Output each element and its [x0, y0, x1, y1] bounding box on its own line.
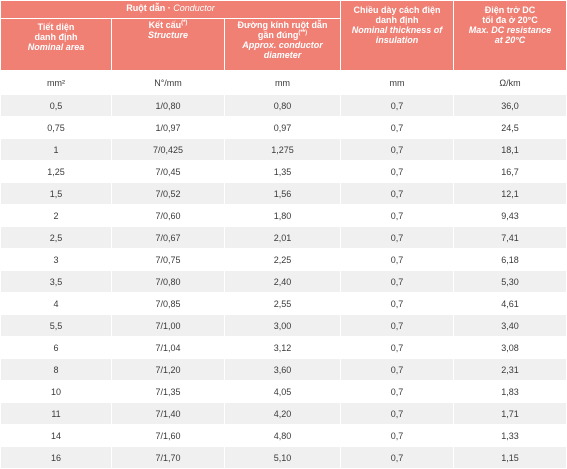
diameter-cell: 3,00: [225, 315, 341, 337]
cross-section-cell: 14: [1, 425, 112, 447]
insulation-cell: 0,7: [341, 227, 454, 249]
table-header: [1, 1, 567, 71]
diameter-cell: 3,60: [225, 359, 341, 381]
resistance-cell: 1,71: [454, 403, 567, 425]
structure-cell: 7/0,425: [112, 139, 225, 161]
insulation-cell: 0,7: [341, 381, 454, 403]
cross-section-cell: 1,5: [1, 183, 112, 205]
insulation-cell: 0,7: [341, 425, 454, 447]
resistance-cell: 5,30: [454, 271, 567, 293]
structure-cell: 1/0,80: [112, 95, 225, 117]
conductor-group-header: Ruột dẫn · Conductor: [1, 1, 341, 19]
table-row: [1, 315, 567, 337]
cross-section-cell: 1,25: [1, 161, 112, 183]
structure-cell: 7/0,85: [112, 293, 225, 315]
resistance-cell: 3,08: [454, 337, 567, 359]
diameter-cell: 1,275: [225, 139, 341, 161]
unit-diameter: mm: [225, 71, 341, 95]
diameter-cell: 2,55: [225, 293, 341, 315]
unit-resistance: Ω/km: [454, 71, 567, 95]
unit-cross-section: mm²: [1, 71, 112, 95]
table-row: [1, 447, 567, 469]
diameter-cell: 2,25: [225, 249, 341, 271]
cross-section-cell: 2: [1, 205, 112, 227]
structure-cell: 7/1,35: [112, 381, 225, 403]
diameter-cell: 5,10: [225, 447, 341, 469]
structure-cell: 7/0,52: [112, 183, 225, 205]
table-row: [1, 227, 567, 249]
cross-section-cell: 1: [1, 139, 112, 161]
structure-cell: 7/1,00: [112, 315, 225, 337]
insulation-cell: 0,7: [341, 139, 454, 161]
units-row: [1, 71, 567, 95]
resistance-cell: 4,61: [454, 293, 567, 315]
resistance-cell: 16,7: [454, 161, 567, 183]
cross-section-cell: 3,5: [1, 271, 112, 293]
table-row: [1, 95, 567, 117]
table-row: [1, 117, 567, 139]
structure-cell: 7/1,70: [112, 447, 225, 469]
diameter-cell: 1,56: [225, 183, 341, 205]
cross-section-cell: 3: [1, 249, 112, 271]
resistance-cell: 36,0: [454, 95, 567, 117]
table-row: [1, 425, 567, 447]
structure-cell: 7/1,04: [112, 337, 225, 359]
resistance-cell: 1,83: [454, 381, 567, 403]
unit-insulation: mm: [341, 71, 454, 95]
resistance-cell: 6,18: [454, 249, 567, 271]
cross-section-cell: 5,5: [1, 315, 112, 337]
table-row: [1, 381, 567, 403]
insulation-cell: 0,7: [341, 447, 454, 469]
cross-section-cell: 10: [1, 381, 112, 403]
resistance-cell: 24,5: [454, 117, 567, 139]
insulation-header: Chiều dày cách điện danh định Nominal thickness of insulation: [341, 1, 454, 71]
diameter-header: Đường kính ruột dẫn gần đúng(**) Approx. conductor diameter: [225, 19, 341, 71]
resistance-cell: 2,31: [454, 359, 567, 381]
diameter-cell: 2,01: [225, 227, 341, 249]
structure-cell: 7/0,45: [112, 161, 225, 183]
cross-section-cell: 0,75: [1, 117, 112, 139]
structure-cell: 7/1,60: [112, 425, 225, 447]
structure-cell: 7/0,75: [112, 249, 225, 271]
insulation-cell: 0,7: [341, 315, 454, 337]
structure-cell: 7/0,60: [112, 205, 225, 227]
insulation-cell: 0,7: [341, 117, 454, 139]
diameter-cell: 0,97: [225, 117, 341, 139]
structure-cell: 7/0,80: [112, 271, 225, 293]
resistance-cell: 12,1: [454, 183, 567, 205]
diameter-cell: 0,80: [225, 95, 341, 117]
insulation-cell: 0,7: [341, 205, 454, 227]
cross-section-cell: 0,5: [1, 95, 112, 117]
cross-section-cell: 11: [1, 403, 112, 425]
structure-header: Kết cấu(*) Structure: [112, 19, 225, 71]
diameter-cell: 4,80: [225, 425, 341, 447]
resistance-cell: 1,15: [454, 447, 567, 469]
unit-structure: N°/mm: [112, 71, 225, 95]
resistance-cell: 7,41: [454, 227, 567, 249]
cross-section-cell: 8: [1, 359, 112, 381]
insulation-cell: 0,7: [341, 95, 454, 117]
diameter-cell: 3,12: [225, 337, 341, 359]
table-row: [1, 161, 567, 183]
diameter-cell: 2,40: [225, 271, 341, 293]
table-body: [1, 71, 567, 469]
insulation-cell: 0,7: [341, 161, 454, 183]
insulation-cell: 0,7: [341, 337, 454, 359]
resistance-cell: 1,33: [454, 425, 567, 447]
structure-cell: 1/0,97: [112, 117, 225, 139]
cross-section-header: Tiết diện danh định Nominal area: [1, 19, 112, 71]
cross-section-cell: 6: [1, 337, 112, 359]
cross-section-cell: 2,5: [1, 227, 112, 249]
insulation-cell: 0,7: [341, 271, 454, 293]
insulation-cell: 0,7: [341, 249, 454, 271]
structure-cell: 7/1,40: [112, 403, 225, 425]
table-row: [1, 249, 567, 271]
structure-cell: 7/0,67: [112, 227, 225, 249]
cross-section-cell: 4: [1, 293, 112, 315]
table-row: [1, 359, 567, 381]
resistance-cell: 18,1: [454, 139, 567, 161]
insulation-cell: 0,7: [341, 403, 454, 425]
structure-cell: 7/1,20: [112, 359, 225, 381]
resistance-header: Điện trở DC tối đa ở 20°C Max. DC resistance at 20°C: [454, 1, 567, 71]
table-row: [1, 337, 567, 359]
table-row: [1, 271, 567, 293]
table-row: [1, 205, 567, 227]
insulation-cell: 0,7: [341, 359, 454, 381]
table-row: [1, 183, 567, 205]
resistance-cell: 3,40: [454, 315, 567, 337]
insulation-cell: 0,7: [341, 183, 454, 205]
diameter-cell: 4,20: [225, 403, 341, 425]
resistance-cell: 9,43: [454, 205, 567, 227]
insulation-cell: 0,7: [341, 293, 454, 315]
diameter-cell: 4,05: [225, 381, 341, 403]
cross-section-cell: 16: [1, 447, 112, 469]
table-row: [1, 403, 567, 425]
table-row: [1, 293, 567, 315]
diameter-cell: 1,35: [225, 161, 341, 183]
table-row: [1, 139, 567, 161]
diameter-cell: 1,80: [225, 205, 341, 227]
